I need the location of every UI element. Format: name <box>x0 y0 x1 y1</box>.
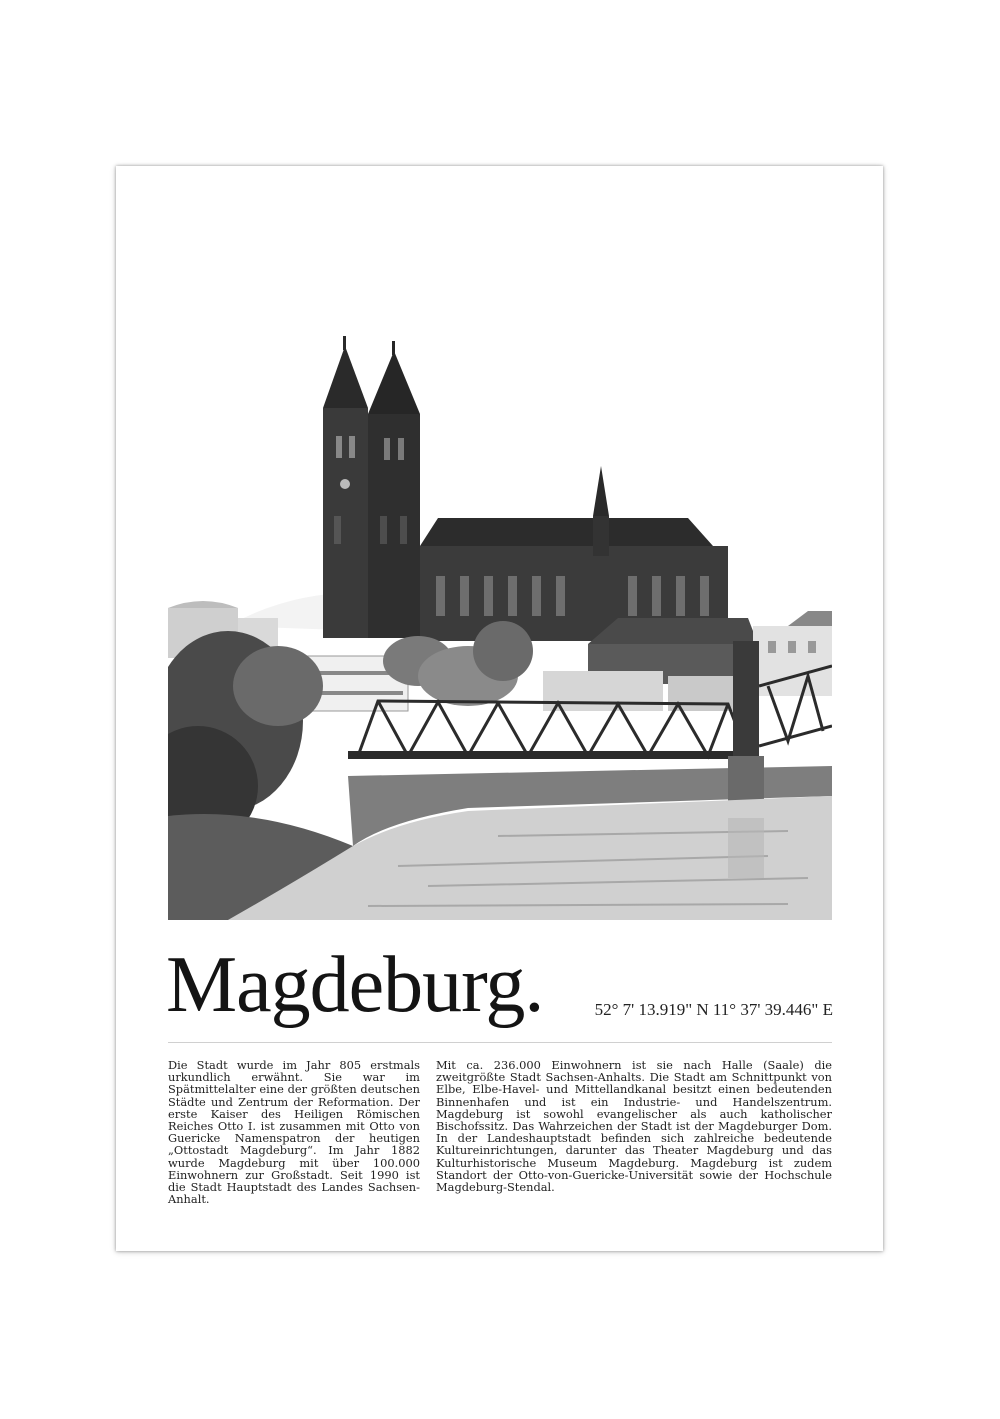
divider <box>168 1042 832 1043</box>
coordinates: 52° 7' 13.919" N 11° 37' 39.446" E <box>594 1000 833 1019</box>
city-photo <box>168 326 832 920</box>
poster-card <box>116 166 883 1251</box>
description-left: Die Stadt wurde im Jahr 805 erstmals urkundlich erwähnt. Sie war im Spätmittelalter eine der größten deutschen Städte und Zentrum der Reformation. Der erste Kaiser des Heiligen Römischen Reiches Otto I. ist zusammen mit Otto von Guericke Namenspatron der heutigen „Ottostadt Magdeburg“. Im Jahr 1882 wurde Magdeburg mit über 100.000 Einwohnern zur Großstadt. Seit 1990 ist die Stadt Hauptstadt des Landes Sachsen-Anhalt. <box>168 1058 420 1207</box>
description-right: Mit ca. 236.000 Einwohnern ist sie nach Halle (Saale) die zweitgrößte Stadt Sachsen-Anhalts. Die Stadt am Schnittpunkt von Elbe, Elbe-Havel- und Mittellandkanal besitzt einen bedeutenden Binnenhafen und ist ein Industrie- und Handelszentrum. Magdeburg ist sowohl evangelischer als auch katholischer Bischofssitz. Das Wahrzeichen der Stadt ist der Magdeburger Dom. In der Landeshauptstadt befinden sich zahlreiche bedeutende Kultureinrichtungen, darunter das Theater Magdeburg und das Kulturhistorische Museum Magdeburg. Magdeburg ist zudem Standort der Otto-von-Guericke-Universität sowie der Hochschule Magdeburg-Stendal. <box>436 1058 832 1195</box>
city-title: Magdeburg. <box>166 941 544 1029</box>
